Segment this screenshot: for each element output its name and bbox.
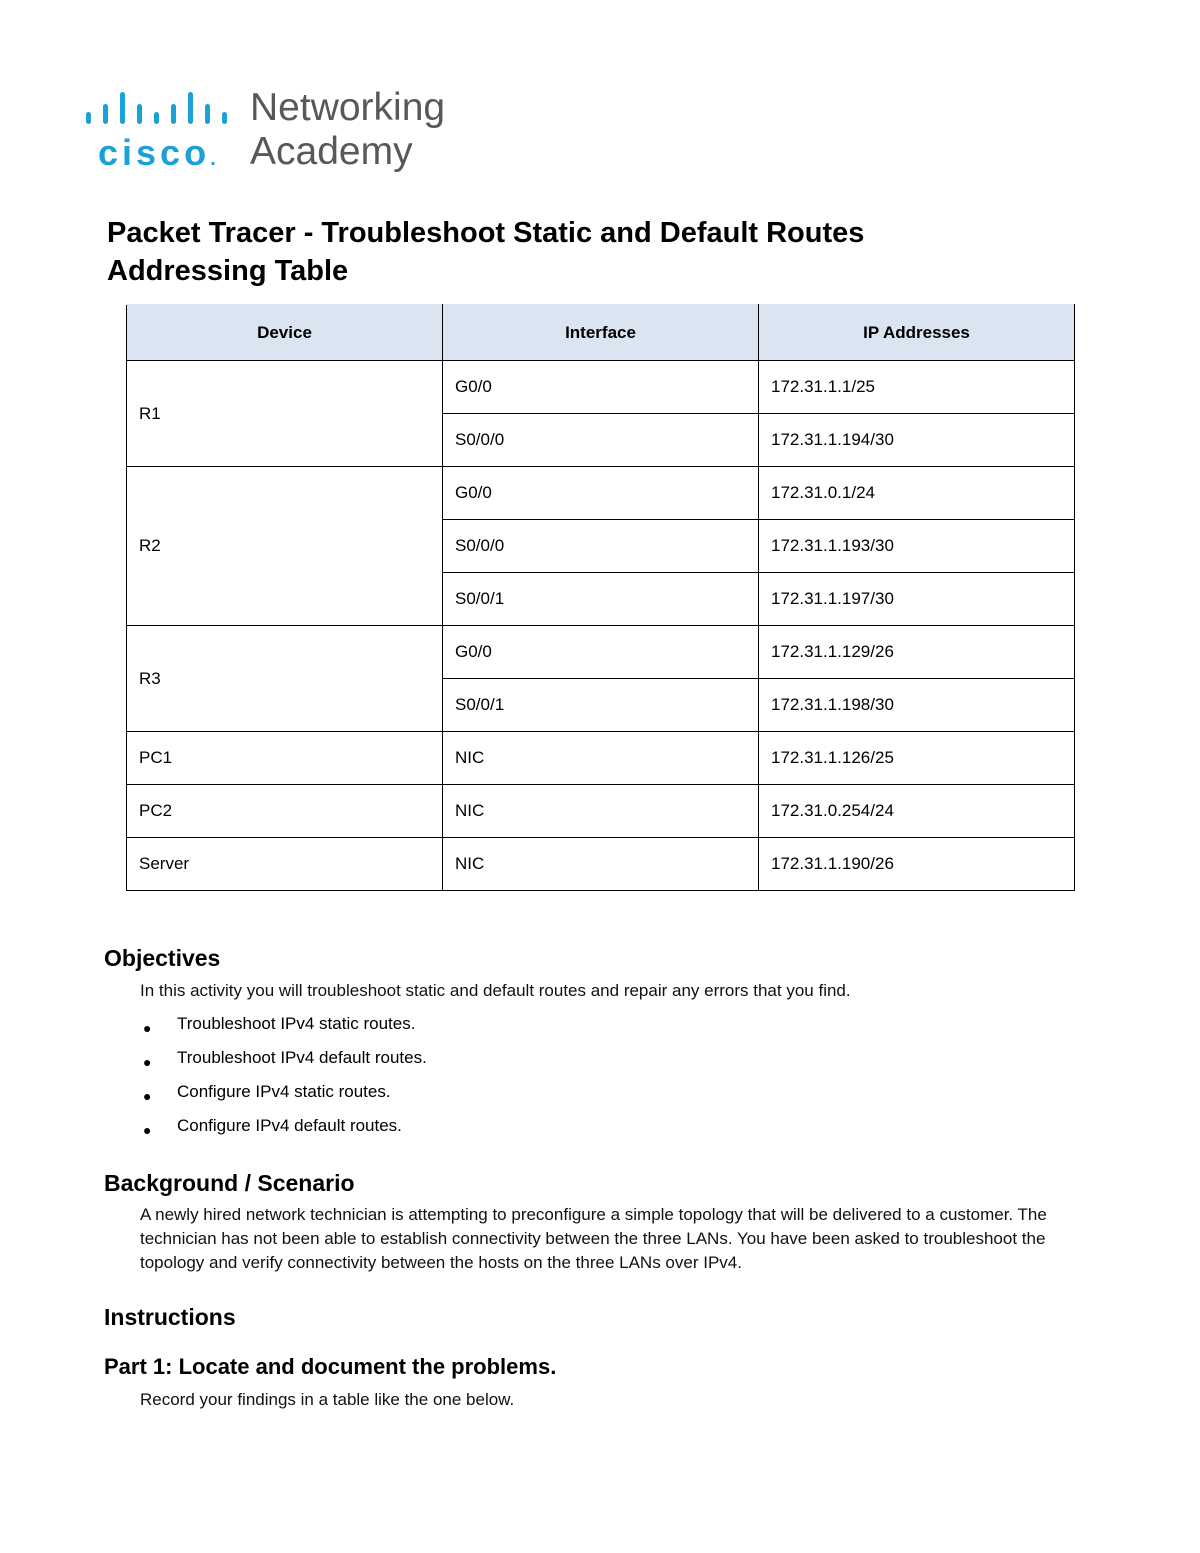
- header-device: Device: [127, 305, 443, 361]
- header-interface: Interface: [443, 305, 759, 361]
- background-text: A newly hired network technician is attempting to preconfigure a simple topology that will be delivered to a customer. The technician has not been able to establish connectivity between the three LANs. You have been asked to troubleshoot the topology and verify connectivity between the hosts on the three LANs over IPv4.: [140, 1205, 1047, 1272]
- objectives-list: [140, 1010, 427, 1146]
- list-item: ● Configure IPv4 default routes.: [140, 1112, 427, 1146]
- device-cell: PC2: [127, 785, 443, 838]
- interface-cell: G0/0: [443, 467, 759, 520]
- interface-cell: G0/0: [443, 626, 759, 679]
- list-item: ● Configure IPv4 static routes.: [140, 1078, 427, 1112]
- table-row: [127, 785, 1075, 838]
- bullet-icon: ●: [143, 1020, 152, 1036]
- table-row: [127, 361, 1075, 414]
- ip-cell: 172.31.1.190/26: [759, 838, 1075, 891]
- table-row: [127, 467, 1075, 520]
- table-row: [127, 732, 1075, 785]
- cisco-networking-academy-logo: [84, 88, 484, 180]
- device-cell: R3: [127, 626, 443, 732]
- interface-cell: G0/0: [443, 361, 759, 414]
- ip-cell: 172.31.1.198/30: [759, 679, 1075, 732]
- ip-cell: 172.31.1.129/26: [759, 626, 1075, 679]
- device-cell: R1: [127, 361, 443, 467]
- instructions-heading: Instructions: [104, 1304, 236, 1330]
- device-cell: Server: [127, 838, 443, 891]
- brand-name: [250, 86, 445, 174]
- objectives-heading: Objectives: [104, 945, 221, 971]
- background-heading: Background / Scenario: [104, 1170, 355, 1196]
- bullet-icon: ●: [143, 1122, 152, 1138]
- ip-cell: 172.31.1.194/30: [759, 414, 1075, 467]
- page-title: [107, 214, 864, 290]
- addressing-table-heading: Addressing Table: [107, 255, 349, 287]
- list-item: ● Troubleshoot IPv4 static routes.: [140, 1010, 427, 1044]
- ip-cell: 172.31.1.193/30: [759, 520, 1075, 573]
- list-item: ● Troubleshoot IPv4 default routes.: [140, 1044, 427, 1078]
- cisco-bars-icon: [84, 90, 234, 134]
- ip-cell: 172.31.0.254/24: [759, 785, 1075, 838]
- ip-cell: 172.31.1.197/30: [759, 573, 1075, 626]
- part1-text: Record your findings in a table like the one below.: [140, 1390, 515, 1409]
- brand-line-academy: Academy: [250, 130, 413, 173]
- interface-cell: S0/0/1: [443, 679, 759, 732]
- interface-cell: S0/0/1: [443, 573, 759, 626]
- brand-line-networking: Networking: [250, 86, 446, 129]
- interface-cell: NIC: [443, 785, 759, 838]
- cisco-wordmark: cisco.: [98, 132, 220, 173]
- interface-cell: NIC: [443, 732, 759, 785]
- bullet-icon: ●: [143, 1054, 152, 1070]
- part1-heading: Part 1: Locate and document the problems.: [104, 1354, 557, 1379]
- interface-cell: S0/0/0: [443, 520, 759, 573]
- ip-cell: 172.31.1.126/25: [759, 732, 1075, 785]
- bullet-icon: ●: [143, 1088, 152, 1104]
- addressing-table: [126, 304, 1075, 891]
- objectives-intro: In this activity you will troubleshoot static and default routes and repair any errors that you find.: [140, 981, 851, 1000]
- table-header-row: [127, 305, 1075, 361]
- ip-cell: 172.31.0.1/24: [759, 467, 1075, 520]
- activity-title: Packet Tracer - Troubleshoot Static and Default Routes: [107, 217, 865, 249]
- ip-cell: 172.31.1.1/25: [759, 361, 1075, 414]
- interface-cell: NIC: [443, 838, 759, 891]
- device-cell: PC1: [127, 732, 443, 785]
- table-row: [127, 838, 1075, 891]
- device-cell: R2: [127, 467, 443, 626]
- interface-cell: S0/0/0: [443, 414, 759, 467]
- table-row: [127, 626, 1075, 679]
- header-ip-addresses: IP Addresses: [759, 305, 1075, 361]
